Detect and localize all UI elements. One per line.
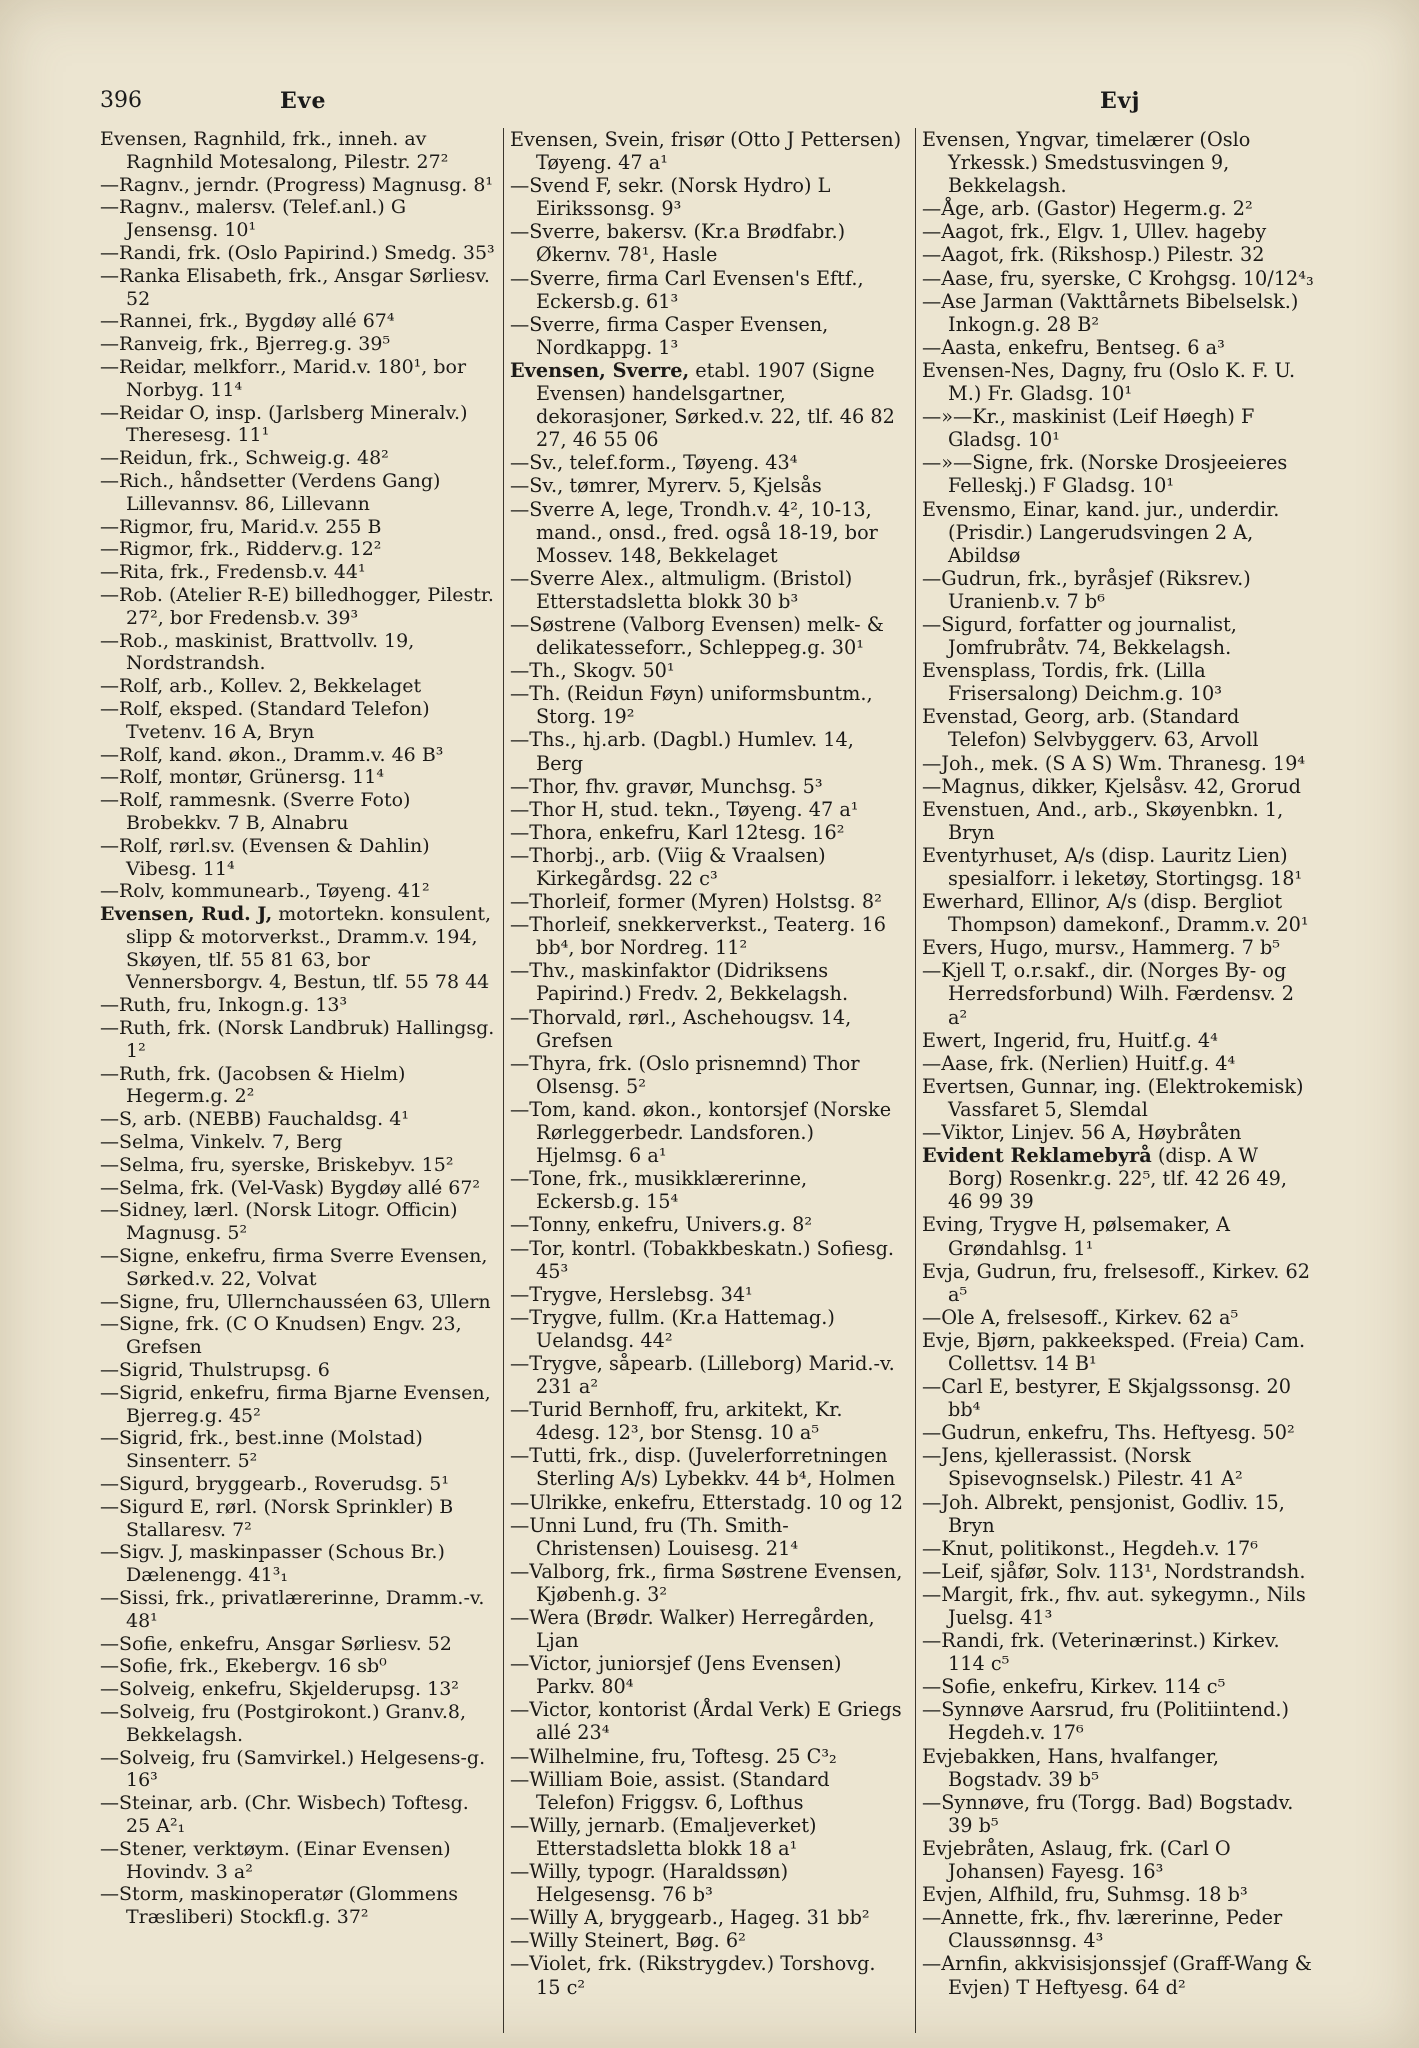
- directory-entry: —Thorleif, snekkerverkst., Teaterg. 16 bb⁴, bor Nordreg. 11²: [510, 913, 886, 960]
- directory-entry: —Victor, juniorsjef (Jens Evensen) Parkv. 80⁴: [510, 1652, 842, 1699]
- directory-entry: —Rolf, rørl.sv. (Evensen & Dahlin) Vibesg. 11⁴: [100, 834, 430, 880]
- column-3: [922, 128, 1317, 1999]
- directory-entry: Evjebråten, Aslaug, frk. (Carl O Johansen) Fayesg. 16³: [922, 1836, 1231, 1884]
- directory-entry: —Ole A, frelsesoff., Kirkev. 62 a⁵: [922, 1305, 1239, 1329]
- directory-entry: Evensplass, Tordis, frk. (Lilla Frisersalong) Deichm.g. 10³: [922, 659, 1222, 706]
- directory-entry: —Rolv, kommunearb., Tøyeng. 41²: [100, 880, 430, 903]
- directory-entry: —Selma, Vinkelv. 7, Berg: [100, 1131, 343, 1154]
- directory-entry: —Steinar, arb. (Chr. Wisbech) Toftesg. 25 A²₁: [100, 1792, 469, 1837]
- directory-entry: —Sv., telef.form., Tøyeng. 43⁴: [510, 451, 798, 475]
- directory-entry: —Reidun, frk., Schweig.g. 48²: [100, 447, 389, 470]
- directory-entry: —Thorvald, rørl., Aschehougsv. 14, Grefsen: [510, 1005, 852, 1052]
- directory-entry: —Synnøve Aarsrud, fru (Politiintend.) Hegdeh.v. 17⁶: [922, 1698, 1290, 1745]
- directory-entry: —Ragnv., malersv. (Telef.anl.) G Jensensg. 10¹: [100, 196, 407, 242]
- page-number: 396: [100, 88, 142, 113]
- directory-entry: —Trygve, såpearb. (Lilleborg) Marid.-v. 231 a²: [510, 1351, 895, 1399]
- directory-entry: —Rob., maskinist, Brattvollv. 19, Nordstrandsh.: [100, 629, 415, 675]
- directory-entry: —Ths., hj.arb. (Dagbl.) Humlev. 14, Berg: [510, 728, 854, 775]
- directory-entry: —Joh., mek. (S A S) Wm. Thranesg. 19⁴: [922, 751, 1306, 775]
- directory-entry: —Sigurd, bryggearb., Roverudsg. 5¹: [100, 1473, 449, 1496]
- directory-entry: —Leif, sjåfør, Solv. 113¹, Nordstrandsh.: [922, 1559, 1306, 1583]
- directory-entry: —Willy A, bryggearb., Hageg. 31 bb²: [510, 1906, 870, 1930]
- directory-entry: Evensen, Rud. J, motortekn. konsulent, slipp & motorverkst., Dramm.v. 194, Skøyen, tlf. 55 81 63, bor Vennersborgv. 4, Bestun, tlf. 55 78 44: [100, 903, 491, 994]
- column-divider: [915, 128, 916, 2033]
- directory-entry: —Kjell T, o.r.sakf., dir. (Norges By- og Herredsforbund) Wilh. Færdensv. 2 a²: [922, 959, 1294, 1029]
- directory-entry: —Søstrene (Valborg Evensen) melk- & delikatesseforr., Schleppeg.g. 30¹: [510, 612, 884, 660]
- directory-entry: —Åge, arb. (Gastor) Hegerm.g. 2²: [922, 197, 1253, 221]
- column-divider: [503, 128, 504, 2033]
- directory-entry: —Sverre, bakersv. (Kr.a Brødfabr.) Økernv. 78¹, Hasle: [510, 220, 846, 267]
- directory-entry: —Sigrid, frk., best.inne (Molstad) Sinsenterr. 5²: [100, 1427, 423, 1473]
- directory-entry: —Thorbj., arb. (Viig & Vraalsen) Kirkegårdsg. 22 c³: [510, 843, 826, 890]
- directory-entry: —Ase Jarman (Vakttårnets Bibelselsk.) Inkogn.g. 28 B²: [922, 289, 1299, 336]
- directory-entry: —Selma, fru, syerske, Briskebyv. 15²: [100, 1153, 454, 1176]
- directory-entry: —Selma, frk. (Vel-Vask) Bygdøy allé 67²: [100, 1176, 481, 1199]
- directory-entry: —Sv., tømrer, Myrerv. 5, Kjelsås: [510, 474, 822, 498]
- directory-entry: —Gudrun, enkefru, Ths. Heftyesg. 50²: [922, 1421, 1295, 1445]
- directory-entry: —Tone, frk., musikklærerinne, Eckersb.g. 15⁴: [510, 1167, 808, 1214]
- directory-entry: Evjebakken, Hans, hvalfanger, Bogstadv. 39 b⁵: [922, 1744, 1220, 1791]
- directory-entry: —Sigv. J, maskinpasser (Schous Br.) Dælenengg. 41³₁: [100, 1541, 445, 1587]
- directory-entry: —Carl E, bestyrer, E Skjalgssonsg. 20 bb⁴: [922, 1375, 1291, 1422]
- directory-entry: —Sverre A, lege, Trondh.v. 4², 10-13, mand., onsd., fred. også 18-19, bor Mossev. 148, Bekkelaget: [510, 497, 878, 567]
- directory-entry: —Rigmor, frk., Ridderv.g. 12²: [100, 538, 382, 561]
- directory-entry: —»—Kr., maskinist (Leif Høegh) F Gladsg. 10¹: [922, 405, 1255, 452]
- directory-entry: —Jens, kjellerassist. (Norsk Spisevognselsk.) Pilestr. 41 A²: [922, 1444, 1243, 1491]
- directory-entry: Evje, Bjørn, pakkeeksped. (Freia) Cam. Collettsv. 14 B¹: [922, 1328, 1306, 1375]
- directory-entry: —Rannei, frk., Bygdøy allé 67⁴: [100, 310, 395, 333]
- directory-entry: —Sofie, frk., Ekebergv. 16 sb⁰: [100, 1655, 387, 1678]
- directory-entry: —Valborg, frk., firma Søstrene Evensen, Kjøbenh.g. 3²: [510, 1559, 903, 1606]
- directory-entry: —Th., Skogv. 50¹: [510, 659, 675, 683]
- directory-entry: —Sofie, enkefru, Kirkev. 114 c⁵: [922, 1675, 1226, 1699]
- directory-entry: —Tor, kontrl. (Tobakkbeskatn.) Sofiesg. 45³: [510, 1236, 895, 1283]
- directory-entry: —Reidar O, insp. (Jarlsberg Mineralv.) Theresesg. 11¹: [100, 401, 468, 447]
- directory-entry: —Th. (Reidun Føyn) uniformsbuntm., Storg. 19²: [510, 682, 873, 729]
- directory-entry: Evertsen, Gunnar, ing. (Elektrokemisk) Vassfaret 5, Slemdal: [922, 1074, 1304, 1121]
- directory-entry: Evensen, Yngvar, timelærer (Oslo Yrkessk.) Smedstusvingen 9, Bekkelagsh.: [922, 128, 1251, 198]
- directory-entry: —Ulrikke, enkefru, Etterstadg. 10 og 12: [510, 1490, 903, 1514]
- directory-entry: —»—Signe, frk. (Norske Drosjeeieres Felleskj.) F Gladsg. 10¹: [922, 451, 1288, 498]
- directory-entry: —Sigurd E, rørl. (Norsk Sprinkler) B Stallaresv. 7²: [100, 1495, 454, 1541]
- directory-entry: Evers, Hugo, mursv., Hammerg. 7 b⁵: [922, 936, 1280, 960]
- directory-entry: Ewerhard, Ellinor, A/s (disp. Bergliot Thompson) damekonf., Dramm.v. 20¹: [922, 890, 1309, 937]
- directory-entry: —Ruth, frk. (Norsk Landbruk) Hallingsg. 1²: [100, 1017, 495, 1062]
- directory-entry: —Randi, frk. (Oslo Papirind.) Smedg. 35³: [100, 241, 495, 264]
- directory-entry: —Joh. Albrekt, pensjonist, Godliv. 15, Bryn: [922, 1490, 1285, 1537]
- directory-entry: —Unni Lund, fru (Th. Smith-Christensen) Louisesg. 21⁴: [510, 1513, 799, 1560]
- directory-entry: —Rolf, montør, Grünersg. 11⁴: [100, 766, 384, 789]
- directory-entry: —Willy, typogr. (Haraldssøn) Helgesensg. 76 b³: [510, 1860, 789, 1907]
- directory-entry: —Thorleif, former (Myren) Holstsg. 8²: [510, 890, 882, 914]
- directory-entry: —Aagot, frk., Elgv. 1, Ullev. hageby: [922, 220, 1267, 244]
- directory-entry: Eving, Trygve H, pølsemaker, A Grøndahlsg. 1¹: [922, 1213, 1231, 1260]
- directory-entry: —Magnus, dikker, Kjelsåsv. 42, Grorud: [922, 774, 1301, 798]
- directory-entry: —Knut, politikonst., Hegdeh.v. 17⁶: [922, 1536, 1258, 1560]
- directory-entry: —Wilhelmine, fru, Toftesg. 25 C³₂: [510, 1744, 837, 1768]
- directory-entry: —Stener, verktøym. (Einar Evensen) Hovindv. 3 a²: [100, 1837, 451, 1883]
- directory-entry: —Ruth, frk. (Jacobsen & Hielm) Hegerm.g. 2²: [100, 1062, 406, 1108]
- directory-entry: Evenstuen, And., arb., Skøyenbkn. 1, Bryn: [922, 797, 1284, 844]
- running-head-left: Eve: [280, 88, 327, 114]
- directory-entry: —Sofie, enkefru, Ansgar Sørliesv. 52: [100, 1632, 452, 1655]
- directory-entry: —William Boie, assist. (Standard Telefon) Friggsv. 6, Lofthus: [510, 1767, 830, 1814]
- directory-entry: —Thora, enkefru, Karl 12tesg. 16²: [510, 820, 845, 844]
- column-1: [100, 128, 495, 1929]
- directory-entry: —Viktor, Linjev. 56 A, Høybråten: [922, 1121, 1242, 1145]
- directory-entry: —Rich., håndsetter (Verdens Gang) Lillevannsv. 86, Lillevann: [100, 469, 441, 515]
- directory-entry: —Sigrid, Thulstrupsg. 6: [100, 1359, 330, 1382]
- directory-entry: —Rita, frk., Fredensb.v. 44¹: [100, 561, 366, 584]
- directory-entry: —Willy, jernarb. (Emaljeverket) Etterstadsletta blokk 18 a¹: [510, 1813, 817, 1860]
- directory-entry: —Willy Steinert, Bøg. 6²: [510, 1929, 746, 1953]
- directory-entry: Eventyrhuset, A/s (disp. Lauritz Lien) spesialforr. i leketøy, Stortingsg. 18¹: [922, 843, 1303, 890]
- directory-entry: —Rolf, eksped. (Standard Telefon) Tvetenv. 16 A, Bryn: [100, 697, 430, 743]
- directory-entry: —Solveig, fru (Samvirkel.) Helgesens-g. 16³: [100, 1746, 486, 1792]
- directory-entry: —Trygve, fullm. (Kr.a Hattemag.) Uelandsg. 44²: [510, 1305, 835, 1352]
- directory-entry: Evensmo, Einar, kand. jur., underdir. (Prisdir.) Langerudsvingen 2 A, Abildsø: [922, 497, 1280, 567]
- directory-entry: —Reidar, melkforr., Marid.v. 180¹, bor Norbyg. 11⁴: [100, 355, 467, 401]
- directory-entry: —Thyra, frk. (Oslo prisnemnd) Thor Olsensg. 5²: [510, 1051, 860, 1098]
- directory-entry: Evensen, Ragnhild, frk., inneh. av Ragnhild Motesalong, Pilestr. 27²: [100, 128, 449, 173]
- directory-entry: —Ruth, fru, Inkogn.g. 13³: [100, 994, 348, 1017]
- directory-entry: Evensen, Sverre, etabl. 1907 (Signe Evensen) handelsgartner, dekorasjoner, Sørked.v. 22, tlf. 46 82 27, 46 55 06: [510, 358, 895, 452]
- directory-entry: —Svend F, sekr. (Norsk Hydro) L Eirikssonsg. 9³: [510, 174, 831, 221]
- directory-entry: —Annette, frk., fhv. lærerinne, Peder Claussønnsg. 4³: [922, 1906, 1283, 1953]
- directory-entry: Evjen, Alfhild, fru, Suhmsg. 18 b³: [922, 1883, 1248, 1907]
- directory-entry: —Synnøve, fru (Torgg. Bad) Bogstadv. 39 b⁵: [922, 1790, 1294, 1837]
- directory-entry: —Sverre, firma Casper Evensen, Nordkappg. 1³: [510, 312, 829, 359]
- directory-entry: —Margit, frk., fhv. aut. sykegymn., Nils Juelsg. 41³: [922, 1582, 1306, 1629]
- directory-entry: —Signe, enkefru, firma Sverre Evensen, Sørked.v. 22, Volvat: [100, 1245, 488, 1290]
- directory-entry: —Tonny, enkefru, Univers.g. 8²: [510, 1213, 813, 1237]
- directory-entry: —Sverre, firma Carl Evensen's Eftf., Eckersb.g. 61³: [510, 266, 864, 313]
- directory-entry: —Arnfin, akkvisisjonssjef (Graff-Wang & Evjen) T Heftyesg. 64 d²: [922, 1952, 1312, 1999]
- directory-entry: Evensen, Svein, frisør (Otto J Pettersen) Tøyeng. 47 a¹: [510, 128, 902, 175]
- directory-entry: —Aase, fru, syerske, C Krohgsg. 10/12⁴₃: [922, 266, 1314, 290]
- directory-entry: —Thv., maskinfaktor (Didriksens Papirind.) Fredv. 2, Bekkelagsh.: [510, 959, 849, 1006]
- directory-entry: Evident Reklamebyrå (disp. A W Borg) Rosenkr.g. 22⁵, tlf. 42 26 49, 46 99 39: [922, 1144, 1287, 1214]
- directory-entry: —Rolf, kand. økon., Dramm.v. 46 B³: [100, 743, 444, 766]
- directory-entry: —Sidney, lærl. (Norsk Litogr. Officin) Magnusg. 5²: [100, 1199, 458, 1245]
- directory-entry: —Storm, maskinoperatør (Glommens Træsliberi) Stockfl.g. 37²: [100, 1883, 459, 1929]
- directory-entry: —Signe, frk. (C O Knudsen) Engv. 23, Grefsen: [100, 1313, 462, 1359]
- directory-entry: —Sverre Alex., altmuligm. (Bristol) Etterstadsletta blokk 30 b³: [510, 566, 853, 613]
- directory-entry: —S, arb. (NEBB) Fauchaldsg. 4¹: [100, 1108, 409, 1131]
- directory-entry: —Thor, fhv. gravør, Munchsg. 5³: [510, 774, 823, 798]
- directory-entry: —Solveig, enkefru, Skjelderupsg. 13²: [100, 1678, 459, 1701]
- directory-entry: —Randi, frk. (Veterinærinst.) Kirkev. 114 c⁵: [922, 1629, 1280, 1676]
- directory-entry: —Wera (Brødr. Walker) Herregården, Ljan: [510, 1606, 875, 1653]
- directory-entry: —Sigurd, forfatter og journalist, Jomfrubråtv. 74, Bekkelagsh.: [922, 612, 1237, 660]
- directory-entry: —Ragnv., jerndr. (Progress) Magnusg. 8¹: [100, 173, 494, 196]
- directory-entry: —Aase, frk. (Nerlien) Huitf.g. 4⁴: [922, 1051, 1236, 1075]
- directory-entry: —Rigmor, fru, Marid.v. 255 B: [100, 515, 382, 538]
- directory-entry: —Turid Bernhoff, fru, arkitekt, Kr. 4desg. 12³, bor Stensg. 10 a⁵: [510, 1398, 843, 1445]
- directory-entry: —Solveig, fru (Postgirokont.) Granv.8, Bekkelagsh.: [100, 1700, 467, 1746]
- directory-entry: —Aagot, frk. (Rikshosp.) Pilestr. 32: [922, 243, 1265, 267]
- directory-entry: —Tom, kand. økon., kontorsjef (Norske Rørleggerbedr. Landsforen.) Hjelmsg. 6 a¹: [510, 1097, 892, 1168]
- directory-entry: Evja, Gudrun, fru, frelsesoff., Kirkev. 62 a⁵: [922, 1259, 1310, 1306]
- directory-entry: —Violet, frk. (Rikstrygdev.) Torshovg. 15 c²: [510, 1952, 876, 1999]
- directory-entry: —Victor, kontorist (Årdal Verk) E Griegs allé 23⁴: [510, 1698, 902, 1745]
- directory-entry: —Rolf, arb., Kollev. 2, Bekkelaget: [100, 675, 422, 698]
- directory-entry: —Signe, fru, Ullernchausséen 63, Ullern: [100, 1290, 491, 1313]
- directory-entry: Ewert, Ingerid, fru, Huitf.g. 4⁴: [922, 1028, 1218, 1052]
- directory-entry: —Aasta, enkefru, Bentseg. 6 a³: [922, 335, 1225, 359]
- directory-entry: —Ranka Elisabeth, frk., Ansgar Sørliesv. 52: [100, 264, 490, 310]
- directory-entry: Evenstad, Georg, arb. (Standard Telefon) Selvbyggerv. 63, Arvoll: [922, 705, 1259, 752]
- directory-entry: —Tutti, frk., disp. (Juvelerforretningen Sterling A/s) Lybekkv. 44 b⁴, Holmen: [510, 1444, 896, 1491]
- directory-entry: —Sigrid, enkefru, firma Bjarne Evensen, Bjerreg.g. 45²: [100, 1381, 491, 1427]
- running-head-right: Evj: [1100, 88, 1141, 114]
- directory-entry: —Sissi, frk., privatlærerinne, Dramm.-v. 48¹: [100, 1587, 485, 1632]
- directory-entry: —Ranveig, frk., Bjerreg.g. 39⁵: [100, 333, 391, 356]
- directory-entry: —Thor H, stud. tekn., Tøyeng. 47 a¹: [510, 797, 859, 821]
- column-2: [510, 128, 905, 1999]
- directory-entry: —Gudrun, frk., byråsjef (Riksrev.) Uranienb.v. 7 b⁶: [922, 566, 1251, 613]
- directory-entry: —Rob. (Atelier R-E) billedhogger, Pilestr. 27², bor Fredensb.v. 39³: [100, 583, 494, 629]
- directory-entry: —Trygve, Herslebsg. 34¹: [510, 1282, 753, 1306]
- directory-entry: —Rolf, rammesnk. (Sverre Foto) Brobekkv. 7 B, Alnabru: [100, 789, 411, 834]
- directory-entry: Evensen-Nes, Dagny, fru (Oslo K. F. U. M.) Fr. Gladsg. 10¹: [922, 358, 1296, 406]
